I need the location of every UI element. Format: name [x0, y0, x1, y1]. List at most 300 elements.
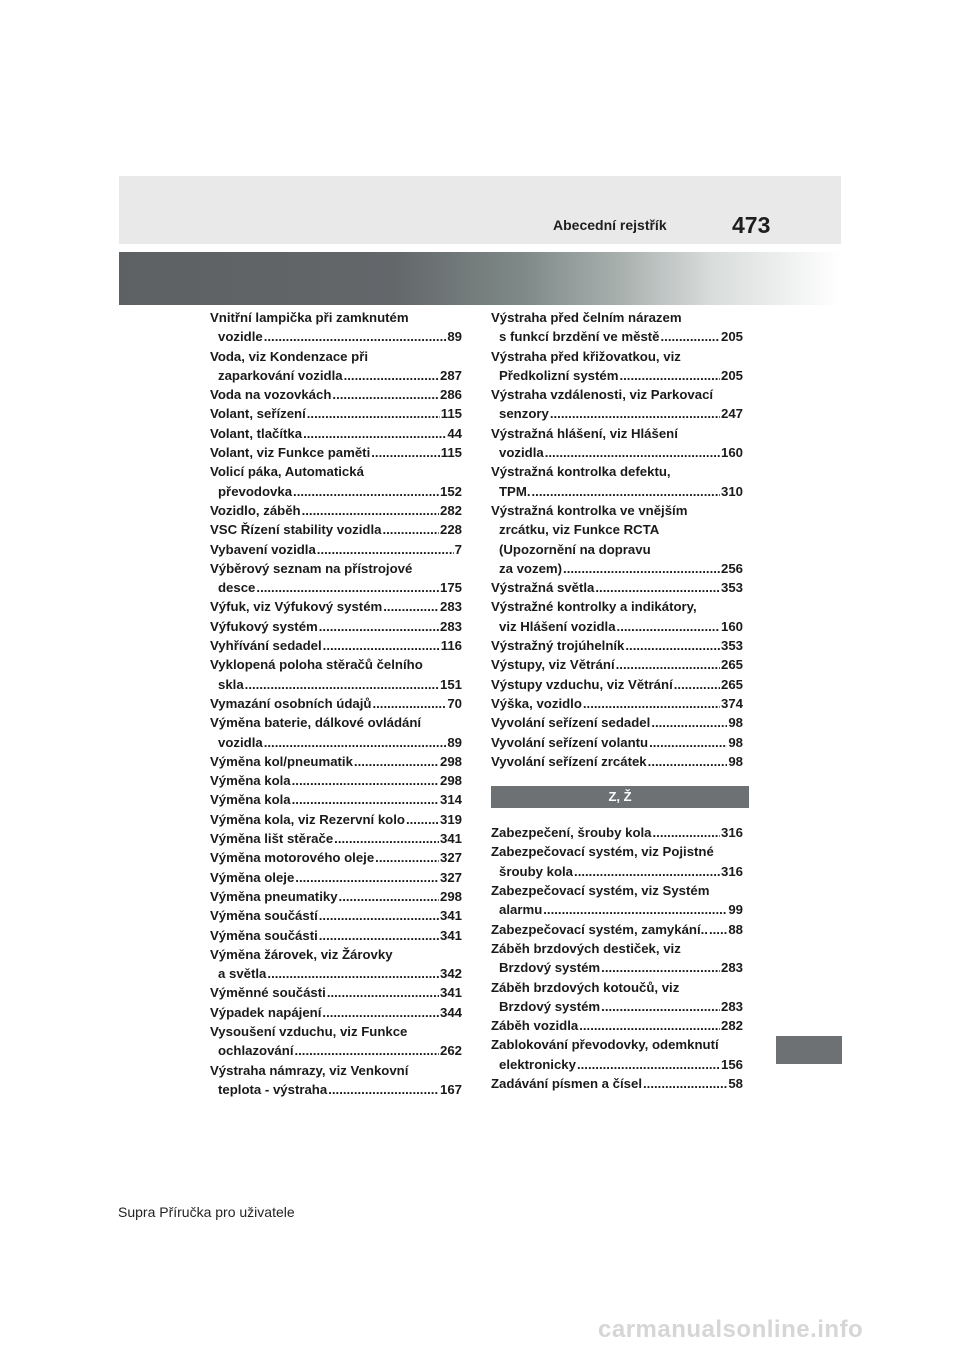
index-entry-line: zrcátku, viz Funkce RCTA	[499, 522, 660, 538]
index-entry-line: Voda, viz Kondenzace při	[210, 348, 369, 364]
index-entry-term: Vyvolání seřízení sedadel	[491, 715, 651, 731]
index-entry-page-number: 341	[439, 831, 462, 847]
dot-leader	[653, 823, 720, 842]
index-entry	[491, 636, 743, 655]
dot-leader	[649, 733, 727, 752]
index-entry-term: Výstupy, viz Větrání	[491, 657, 615, 673]
dot-leader	[601, 958, 720, 977]
dot-leader	[625, 636, 720, 655]
dot-leader	[595, 578, 720, 597]
index-entry	[491, 939, 743, 978]
index-entry	[491, 347, 743, 386]
dot-leader	[617, 617, 720, 636]
index-entry-last-line	[210, 424, 462, 443]
dot-leader	[661, 327, 720, 346]
index-entry	[491, 424, 743, 463]
dot-leader	[545, 443, 720, 462]
index-entry-page-number: 344	[439, 1004, 462, 1020]
index-entry-term: Brzdový systém	[499, 998, 601, 1014]
index-entry-term: Voda na vozovkách	[210, 387, 332, 403]
index-entry-term: VSC Řízení stability vozidla	[210, 522, 382, 538]
index-entry	[210, 597, 462, 616]
dot-leader	[292, 790, 439, 809]
index-entry-line: Výstražné kontrolky a indikátory,	[491, 599, 697, 615]
dot-leader	[322, 1003, 439, 1022]
dot-leader	[543, 900, 727, 919]
index-entry-line: Výstraha námrazy, viz Venkovní	[210, 1062, 409, 1078]
index-entry-line: Výstražná hlášení, viz Hlášení	[491, 425, 678, 441]
index-entry-page-number: 89	[447, 329, 462, 345]
index-entry-last-line	[491, 1074, 743, 1093]
dot-leader	[577, 1055, 720, 1074]
index-entry	[210, 829, 462, 848]
index-entry	[210, 347, 462, 386]
index-entry-last-line	[210, 1080, 462, 1099]
dot-leader	[256, 578, 439, 597]
letter-header-z: Z, Ž	[491, 786, 749, 808]
index-entry-line: Záběh brzdových kotoučů, viz	[491, 979, 680, 995]
index-entry-page-number: 175	[439, 580, 462, 596]
index-entry-page-number: 116	[440, 638, 462, 654]
index-entry-last-line	[210, 848, 462, 867]
index-entry-page-number: 341	[439, 908, 462, 924]
index-entry	[491, 308, 743, 347]
index-entry-line: Vysoušení vzduchu, viz Funkce	[210, 1023, 408, 1039]
index-entry-term: Výfukový systém	[210, 618, 318, 634]
index-entry-last-line	[210, 733, 462, 752]
index-entry	[210, 404, 462, 423]
dot-leader	[332, 385, 439, 404]
index-entry-page-number: 88	[728, 921, 743, 937]
index-entry-page-number: 98	[728, 715, 743, 731]
dot-leader	[382, 520, 439, 539]
dot-leader	[319, 926, 439, 945]
index-entry-term: Výfuk, viz Výfukový systém	[210, 599, 383, 615]
dot-leader	[601, 997, 720, 1016]
index-entry-line: Výstražná kontrolka ve vnějším	[491, 502, 688, 518]
index-entry	[491, 733, 743, 752]
index-entry-page-number: 89	[447, 734, 462, 750]
index-entry-last-line	[210, 752, 462, 771]
index-entry-page-number: 282	[720, 1018, 743, 1034]
dot-leader	[327, 983, 439, 1002]
index-entry-page-number: 247	[720, 406, 743, 422]
index-entry-last-line	[491, 482, 743, 501]
index-entry-term: TPM.	[499, 483, 531, 499]
index-entry-last-line	[210, 520, 462, 539]
index-entry-term: Výměna kola	[210, 792, 291, 808]
index-entry-term: Výměna lišt stěrače	[210, 831, 334, 847]
index-entry-line: Výměna žárovek, viz Žárovky	[210, 946, 393, 962]
index-entry-last-line	[210, 404, 462, 423]
index-entry	[210, 308, 462, 347]
index-entry	[210, 636, 462, 655]
footer-text: Supra Příručka pro uživatele	[118, 1204, 295, 1220]
dot-leader	[295, 868, 439, 887]
index-entry	[491, 842, 743, 881]
index-entry-term: Zabezpečení, šrouby kola	[491, 825, 652, 841]
index-entry-last-line	[210, 1003, 462, 1022]
index-entry	[210, 1061, 462, 1100]
dot-leader	[574, 862, 720, 881]
index-entry-term: teplota - výstraha	[218, 1081, 328, 1097]
index-entry-page-number: 327	[439, 869, 462, 885]
index-entry-page-number: 98	[728, 753, 743, 769]
index-entry-page-number: 151	[439, 676, 462, 692]
dot-leader	[307, 404, 440, 423]
index-entry-last-line	[491, 1016, 743, 1035]
dot-leader	[532, 482, 720, 501]
index-entry	[210, 790, 462, 809]
index-entry-line: Vnitřní lampička při zamknutém	[210, 310, 409, 325]
dot-leader	[339, 887, 439, 906]
index-entry	[210, 848, 462, 867]
index-entry	[491, 920, 743, 939]
index-entry-line: Zabezpečovací systém, viz Pojistné	[491, 844, 714, 860]
index-entry-page-number: 283	[439, 599, 462, 615]
index-entry-line: Výběrový seznam na přístrojové	[210, 560, 413, 576]
index-entry-term: Záběh vozidla	[491, 1018, 579, 1034]
index-entry-page-number: 265	[720, 657, 743, 673]
index-entry-term: Výměna oleje	[210, 869, 295, 885]
index-entry-last-line	[210, 366, 462, 385]
dot-leader	[319, 617, 439, 636]
dot-leader	[264, 733, 447, 752]
index-entry-line: Vyklopená poloha stěračů čelního	[210, 657, 423, 673]
page-number: 473	[732, 212, 771, 238]
index-entry-last-line	[491, 675, 743, 694]
index-entry	[210, 945, 462, 984]
index-entry-term: Výměna motorového oleje	[210, 850, 375, 866]
index-entry-last-line	[491, 713, 743, 732]
dot-leader	[709, 920, 727, 939]
dot-leader	[303, 424, 446, 443]
index-entry-page-number: 44	[447, 425, 462, 441]
index-entry-last-line	[491, 862, 743, 881]
index-entry-last-line	[491, 694, 743, 713]
thumb-index-tab	[776, 1036, 842, 1064]
index-entry-last-line	[210, 501, 462, 520]
index-entry	[491, 752, 743, 771]
index-entry	[210, 520, 462, 539]
index-entry-page-number: 160	[720, 618, 743, 634]
index-entry-last-line	[491, 1055, 743, 1074]
index-entry-term: Výpadek napájení	[210, 1004, 322, 1020]
index-entry	[491, 462, 743, 501]
dot-leader	[319, 906, 439, 925]
index-entry	[491, 578, 743, 597]
index-entry-term: Výměna součástí	[210, 908, 318, 924]
index-entry-page-number: 298	[439, 888, 462, 904]
index-entry-last-line	[491, 366, 743, 385]
index-entry-page-number: 316	[720, 863, 743, 879]
dot-leader	[245, 675, 439, 694]
index-entry	[491, 1035, 743, 1074]
index-entry-line: Zabezpečovací systém, viz Systém	[491, 883, 710, 899]
index-entry	[210, 540, 462, 559]
index-entry-last-line	[491, 733, 743, 752]
index-entry-last-line	[210, 810, 462, 829]
index-entry-term: Výměna kola, viz Rezervní kolo	[210, 811, 405, 827]
index-entry-line: Výstražná kontrolka defektu,	[491, 464, 671, 480]
index-entry-page-number: 314	[439, 792, 462, 808]
index-entry-page-number: 115	[440, 445, 462, 461]
index-entry-page-number: 310	[720, 483, 743, 499]
index-entry-last-line	[210, 983, 462, 1002]
index-entry-last-line	[491, 327, 743, 346]
index-entry-last-line	[491, 617, 743, 636]
index-entry-term: Výstupy vzduchu, viz Větrání	[491, 676, 673, 692]
index-entry-page-number: 156	[720, 1056, 743, 1072]
index-entry-term: a světla	[218, 966, 267, 982]
index-entry-term: elektronicky	[499, 1056, 576, 1072]
index-entry-page-number: 353	[720, 638, 743, 654]
index-entry-last-line	[210, 887, 462, 906]
index-entry	[210, 694, 462, 713]
index-entry-last-line	[491, 958, 743, 977]
index-entry-page-number: 160	[720, 445, 743, 461]
index-entry-term: Výměna pneumatiky	[210, 888, 338, 904]
index-entry-page-number: 341	[439, 985, 462, 1001]
index-entry-last-line	[491, 578, 743, 597]
index-column-right	[491, 308, 743, 1093]
index-entry-last-line	[491, 559, 743, 578]
dot-leader	[383, 597, 439, 616]
index-entry-line: Výstraha vzdálenosti, viz Parkovací	[491, 387, 714, 403]
index-entry-last-line	[491, 752, 743, 771]
index-entry-last-line	[210, 617, 462, 636]
index-entry-page-number: 98	[728, 734, 743, 750]
index-group-v	[491, 308, 743, 771]
index-entry-page-number: 283	[720, 998, 743, 1014]
index-entry-last-line	[210, 829, 462, 848]
index-entry-page-number: 319	[439, 811, 462, 827]
index-entry-last-line	[210, 868, 462, 887]
index-entry-term: Výstražná světla	[491, 580, 595, 596]
index-entry-page-number: 262	[439, 1043, 462, 1059]
index-entry	[210, 771, 462, 790]
dot-leader	[302, 501, 439, 520]
dot-leader	[375, 848, 439, 867]
index-entry-term: Vymazání osobních údajů	[210, 695, 372, 711]
watermark: carmanualsonline.info	[598, 1316, 864, 1343]
index-entry-last-line	[210, 771, 462, 790]
index-entry-page-number: 283	[439, 618, 462, 634]
dot-leader	[371, 443, 439, 462]
dot-leader	[619, 366, 720, 385]
index-entry-term: Vyvolání seřízení volantu	[491, 734, 649, 750]
index-entry	[210, 868, 462, 887]
index-entry-page-number: 265	[720, 676, 743, 692]
dot-leader	[616, 655, 720, 674]
index-entry-term: ochlazování	[218, 1043, 294, 1059]
index-entry-last-line	[210, 578, 462, 597]
dot-leader	[550, 404, 720, 423]
dot-leader	[674, 675, 720, 694]
index-entry-page-number: 342	[439, 966, 462, 982]
index-entry-term: Vyvolání seřízení zrcátek	[491, 753, 647, 769]
index-entry-last-line	[210, 385, 462, 404]
index-entry-term: skla	[218, 676, 244, 692]
dot-leader	[323, 636, 440, 655]
index-entry	[491, 1016, 743, 1035]
index-entry-term: Volant, viz Funkce paměti	[210, 445, 371, 461]
index-entry-last-line	[210, 906, 462, 925]
index-entry-line: Záběh brzdových destiček, viz	[491, 940, 681, 956]
index-entry-term: Vyhřívání sedadel	[210, 638, 322, 654]
index-column-left	[210, 308, 462, 1099]
dot-leader	[317, 540, 454, 559]
index-entry	[491, 694, 743, 713]
index-entry-page-number: 298	[439, 753, 462, 769]
index-entry-last-line	[210, 636, 462, 655]
index-entry-page-number: 167	[439, 1081, 462, 1097]
index-entry-page-number: 205	[720, 329, 743, 345]
index-entry	[491, 823, 743, 842]
index-entry	[210, 501, 462, 520]
index-entry-page-number: 282	[439, 502, 462, 518]
index-entry-term: Vozidlo, záběh	[210, 502, 301, 518]
index-entry-term: Zadávání písmen a čísel	[491, 1075, 642, 1091]
index-entry-page-number: 7	[454, 541, 462, 557]
dot-leader	[264, 327, 447, 346]
index-entry-page-number: 374	[720, 695, 743, 711]
index-entry-term: Výměna kola	[210, 773, 291, 789]
index-entry-term: Výstražný trojúhelník	[491, 638, 625, 654]
dot-leader	[372, 694, 446, 713]
index-entry	[210, 617, 462, 636]
index-entry-line: Výstraha před čelním nárazem	[491, 310, 682, 325]
dot-leader	[292, 771, 439, 790]
index-entry-term: Výška, vozidlo	[491, 695, 582, 711]
index-entry	[210, 385, 462, 404]
index-entry-page-number: 115	[440, 406, 462, 422]
index-entry-page-number: 205	[720, 367, 743, 383]
index-entry-term: šrouby kola	[499, 863, 574, 879]
index-entry-page-number: 327	[439, 850, 462, 866]
dot-leader	[583, 694, 720, 713]
index-entry-term: Výměna kol/pneumatik	[210, 753, 353, 769]
index-entry-page-number: 286	[439, 387, 462, 403]
index-entry-page-number: 316	[720, 825, 743, 841]
index-entry	[491, 675, 743, 694]
index-entry-last-line	[491, 443, 743, 462]
index-entry-term: Brzdový systém	[499, 960, 601, 976]
index-entry-last-line	[210, 926, 462, 945]
index-entry	[210, 443, 462, 462]
index-entry-term: viz Hlášení vozidla	[499, 618, 616, 634]
index-entry	[210, 752, 462, 771]
index-entry-last-line	[210, 1041, 462, 1060]
dot-leader	[354, 752, 439, 771]
dot-leader	[334, 829, 439, 848]
index-entry-page-number: 353	[720, 580, 743, 596]
index-entry-page-number: 341	[439, 927, 462, 943]
index-entry	[210, 1022, 462, 1061]
index-entry-line: Výstraha před křižovatkou, viz	[491, 348, 681, 364]
section-title: Abecední rejstřík	[553, 217, 667, 233]
index-entry-last-line	[210, 443, 462, 462]
dot-leader	[579, 1016, 720, 1035]
index-entry	[491, 597, 743, 636]
index-entry-last-line	[210, 964, 462, 983]
index-entry	[491, 713, 743, 732]
index-entry	[210, 462, 462, 501]
index-entry-last-line	[210, 597, 462, 616]
index-group-z	[491, 823, 743, 1093]
index-entry-last-line	[491, 920, 743, 939]
index-entry-term: desce	[218, 580, 256, 596]
index-entry-last-line	[210, 482, 462, 501]
index-entry-last-line	[210, 327, 462, 346]
index-entry-page-number: 256	[720, 560, 743, 576]
index-entry-term: Výměna součásti	[210, 927, 318, 943]
index-entry-term: převodovka	[218, 483, 293, 499]
index-entry-last-line	[210, 540, 462, 559]
index-entry-page-number: 70	[447, 695, 462, 711]
dot-leader	[267, 964, 439, 983]
index-entry	[491, 978, 743, 1017]
dot-leader	[643, 1074, 727, 1093]
index-entry-page-number: 152	[439, 483, 462, 499]
index-entry-term: alarmu	[499, 902, 543, 918]
index-entry-term: za vozem)	[499, 560, 563, 576]
index-entry	[210, 424, 462, 443]
index-entry-page-number: 298	[439, 773, 462, 789]
dot-leader	[344, 366, 439, 385]
index-entry-term: Volant, tlačítka	[210, 425, 303, 441]
index-entry-term: Vybavení vozidla	[210, 541, 316, 557]
index-entry-line: Výměna baterie, dálkové ovládání	[210, 715, 422, 731]
dot-leader	[328, 1080, 439, 1099]
index-entry-term: Předkolizní systém	[499, 367, 619, 383]
index-entry-last-line	[491, 655, 743, 674]
index-entry-last-line	[210, 694, 462, 713]
index-entry	[210, 887, 462, 906]
index-entry-last-line	[491, 900, 743, 919]
index-entry	[210, 810, 462, 829]
index-entry	[210, 906, 462, 925]
dot-leader	[651, 713, 727, 732]
dot-leader	[648, 752, 728, 771]
index-entry	[210, 983, 462, 1002]
index-entry	[210, 713, 462, 752]
index-entry-term: Volant, seřízení	[210, 406, 306, 422]
index-entry-last-line	[210, 790, 462, 809]
dot-leader	[293, 482, 439, 501]
index-entry	[491, 501, 743, 578]
index-entry-term: vozidla	[218, 734, 263, 750]
index-entry-term: vozidla	[499, 445, 544, 461]
index-entry-last-line	[491, 823, 743, 842]
index-entry-term: s funkcí brzdění ve městě	[499, 329, 660, 345]
index-entry-term: zaparkování vozidla	[218, 367, 343, 383]
index-entry	[210, 655, 462, 694]
index-entry-term: Zabezpečovací systém, zamykání..	[491, 921, 708, 937]
index-entry-page-number: 228	[439, 522, 462, 538]
index-entry-page-number: 99	[728, 902, 743, 918]
index-entry-term: Výměnné součásti	[210, 985, 326, 1001]
index-entry-last-line	[491, 636, 743, 655]
index-entry	[210, 926, 462, 945]
index-entry-page-number: 283	[720, 960, 743, 976]
index-entry-last-line	[491, 997, 743, 1016]
index-entry	[210, 559, 462, 598]
decorative-gradient-band	[119, 252, 841, 305]
index-entry	[491, 881, 743, 920]
index-entry	[491, 1074, 743, 1093]
index-entry	[491, 655, 743, 674]
